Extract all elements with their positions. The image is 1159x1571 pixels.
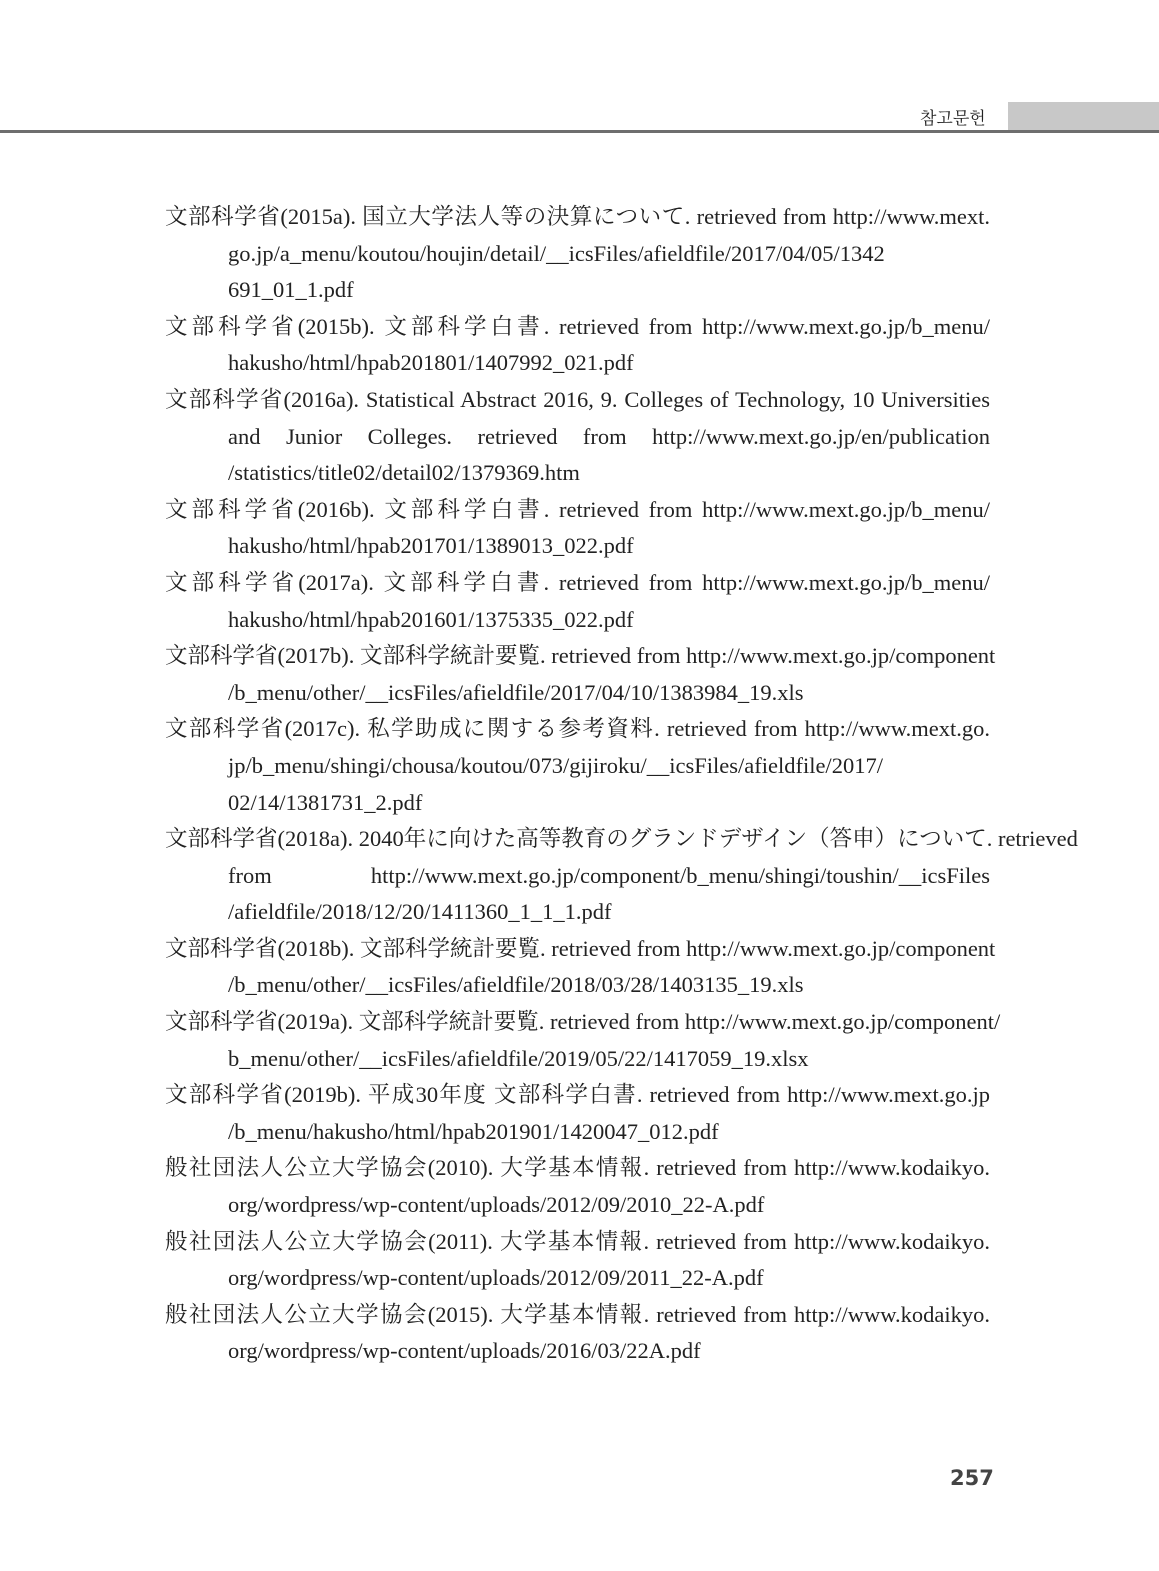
reference-line: /b_menu/hakusho/html/hpab201901/1420047_012.pdf <box>228 1118 719 1144</box>
reference-entry <box>165 638 996 711</box>
reference-line: 般社団法人公立大学協会(2015). 大学基本情報. retrieved from http://www.kodaikyo. <box>165 1301 990 1327</box>
reference-line: 般社団法人公立大学協会(2010). 大学基本情報. retrieved from http://www.kodaikyo. <box>165 1155 990 1181</box>
reference-line: /statistics/title02/detail02/1379369.htm <box>228 460 580 486</box>
reference-entry <box>165 492 990 565</box>
reference-entry <box>165 1077 990 1150</box>
reference-line: 般社団法人公立大学協会(2011). 大学基本情報. retrieved from http://www.kodaikyo. <box>165 1228 990 1254</box>
reference-line: 02/14/1381731_2.pdf <box>228 789 423 815</box>
reference-line: 文部科学省(2017c). 私学助成に関する参考資料. retrieved from http://www.mext.go. <box>165 716 990 742</box>
reference-line: 文部科学省(2018a). 2040年に向けた高等教育のグランドデザイン（答申）について. retrieved <box>165 826 1078 852</box>
reference-line: jp/b_menu/shingi/chousa/koutou/073/gijiroku/__icsFiles/afieldfile/2017/ <box>228 752 883 778</box>
reference-entry <box>165 382 990 492</box>
reference-line: from http://www.mext.go.jp/component/b_menu/shingi/toushin/__icsFiles <box>228 862 990 888</box>
reference-line: hakusho/html/hpab201601/1375335_022.pdf <box>228 606 634 632</box>
reference-entry <box>165 1224 990 1297</box>
header-gray-tab <box>1008 102 1159 130</box>
reference-line: 691_01_1.pdf <box>228 277 354 303</box>
reference-line: 文部科学省(2018b). 文部科学統計要覧. retrieved from http://www.mext.go.jp/component <box>165 935 996 961</box>
reference-line: 文部科学省(2019a). 文部科学統計要覧. retrieved from http://www.mext.go.jp/component/ <box>165 1009 1001 1035</box>
reference-line: hakusho/html/hpab201801/1407992_021.pdf <box>228 350 634 376</box>
reference-line: 文部科学省(2016b). 文部科学白書. retrieved from http://www.mext.go.jp/b_menu/ <box>165 496 990 522</box>
reference-line: 文部科学省(2015a). 国立大学法人等の決算について. retrieved from http://www.mext. <box>165 204 990 229</box>
reference-list <box>165 199 1078 1370</box>
reference-entry <box>165 199 990 309</box>
reference-line: 文部科学省(2015b). 文部科学白書. retrieved from http://www.mext.go.jp/b_menu/ <box>165 313 990 339</box>
reference-line: /b_menu/other/__icsFiles/afieldfile/2018/03/28/1403135_19.xls <box>228 972 804 998</box>
reference-line: 文部科学省(2019b). 平成30年度 文部科学白書. retrieved from http://www.mext.go.jp <box>165 1082 990 1108</box>
page-number: 257 <box>950 1466 994 1490</box>
reference-entry <box>165 821 1078 931</box>
reference-line: org/wordpress/wp-content/uploads/2012/09/2010_22-A.pdf <box>228 1192 765 1218</box>
reference-entry <box>165 1297 990 1370</box>
reference-line: 文部科学省(2017b). 文部科学統計要覧. retrieved from http://www.mext.go.jp/component <box>165 643 996 669</box>
reference-entry <box>165 309 990 382</box>
reference-line: org/wordpress/wp-content/uploads/2016/03/22A.pdf <box>228 1338 701 1364</box>
reference-line: hakusho/html/hpab201701/1389013_022.pdf <box>228 533 634 559</box>
reference-entry <box>165 1150 990 1223</box>
reference-line: b_menu/other/__icsFiles/afieldfile/2019/05/22/1417059_19.xlsx <box>228 1045 809 1071</box>
reference-line: org/wordpress/wp-content/uploads/2012/09/2011_22-A.pdf <box>228 1265 764 1291</box>
reference-entry <box>165 565 990 638</box>
section-title: 참고문헌 <box>920 109 986 129</box>
reference-entry <box>165 931 996 1004</box>
reference-line: 文部科学省(2017a). 文部科学白書. retrieved from http://www.mext.go.jp/b_menu/ <box>165 569 990 595</box>
header-rule <box>0 130 1159 133</box>
reference-line: go.jp/a_menu/koutou/houjin/detail/__icsFiles/afieldfile/2017/04/05/1342 <box>228 240 885 266</box>
reference-line: /b_menu/other/__icsFiles/afieldfile/2017/04/10/1383984_19.xls <box>228 679 804 705</box>
reference-entry <box>165 1004 1001 1077</box>
reference-line: and Junior Colleges. retrieved from http://www.mext.go.jp/en/publication <box>228 423 990 449</box>
reference-entry <box>165 711 990 821</box>
reference-line: 文部科学省(2016a). Statistical Abstract 2016, 9. Colleges of Technology, 10 Universities <box>165 386 990 412</box>
reference-line: /afieldfile/2018/12/20/1411360_1_1_1.pdf <box>228 899 612 925</box>
